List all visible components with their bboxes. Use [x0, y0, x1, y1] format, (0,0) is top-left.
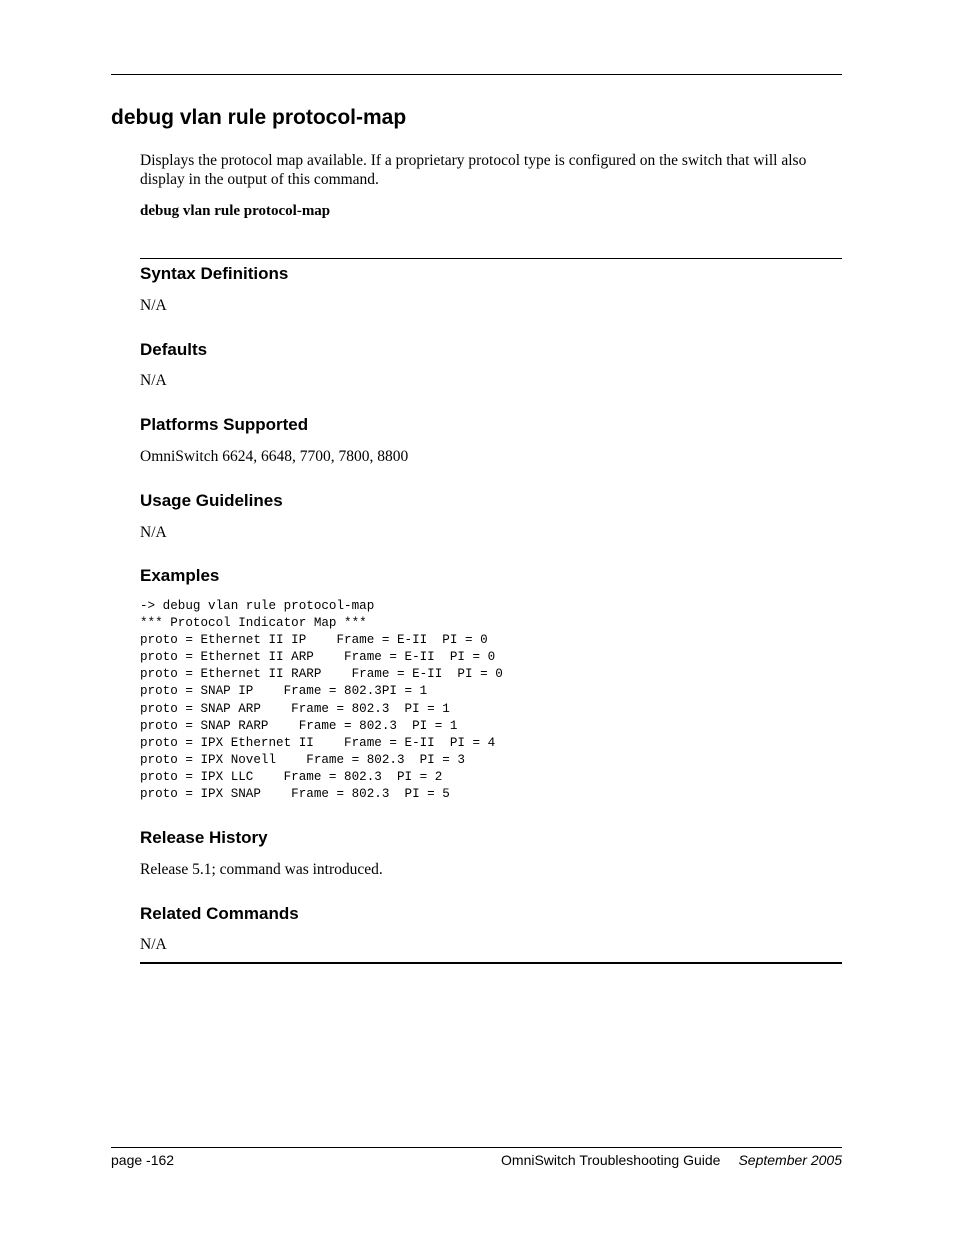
defaults-heading: Defaults	[140, 340, 208, 359]
publication-date: September 2005	[738, 1152, 842, 1168]
platforms-heading: Platforms Supported	[140, 415, 309, 434]
footer-info	[501, 1151, 842, 1169]
syntax-definitions-text: N/A	[140, 297, 167, 314]
command-syntax: debug vlan rule protocol-map	[140, 203, 331, 219]
release-history-heading: Release History	[140, 828, 268, 847]
footer-rule	[111, 1147, 842, 1148]
defaults-text: N/A	[140, 372, 167, 389]
example-code-block: -> debug vlan rule protocol-map *** Protocol Indicator Map *** proto = Ethernet II IP Frame = E-II PI = 0 proto = Ethernet II ARP Frame = E-II PI = 0 proto = Ethernet II RARP Frame = E-II PI = 0 proto = SNAP IP Frame = 802.3PI = 1 proto = SNAP ARP Frame = 802.3 PI = 1 proto = SNAP RARP Frame = 802.3 PI = 1 proto = IPX Ethernet II Frame = E-II PI = 4 proto = IPX Novell Frame = 802.3 PI = 3 proto = IPX LLC Frame = 802.3 PI = 2 proto = IPX SNAP Frame = 802.3 PI = 5	[140, 599, 503, 802]
section-divider	[140, 258, 842, 259]
page-number: page -162	[111, 1152, 175, 1168]
syntax-definitions-heading: Syntax Definitions	[140, 264, 289, 283]
entry-end-rule	[140, 962, 842, 964]
release-history-text: Release 5.1; command was introduced.	[140, 861, 383, 878]
platforms-text: OmniSwitch 6624, 6648, 7700, 7800, 8800	[140, 448, 409, 465]
related-commands-heading: Related Commands	[140, 904, 299, 923]
page-title: debug vlan rule protocol-map	[111, 106, 407, 129]
related-commands-text: N/A	[140, 936, 167, 953]
examples-heading: Examples	[140, 566, 220, 585]
header-rule	[111, 74, 842, 75]
command-description: Displays the protocol map available. If a proprietary protocol type is configured on the switch that will also display in the output of this command.	[140, 152, 807, 188]
guide-title: OmniSwitch Troubleshooting Guide	[501, 1152, 721, 1168]
usage-guidelines-text: N/A	[140, 524, 167, 541]
usage-guidelines-heading: Usage Guidelines	[140, 491, 283, 510]
